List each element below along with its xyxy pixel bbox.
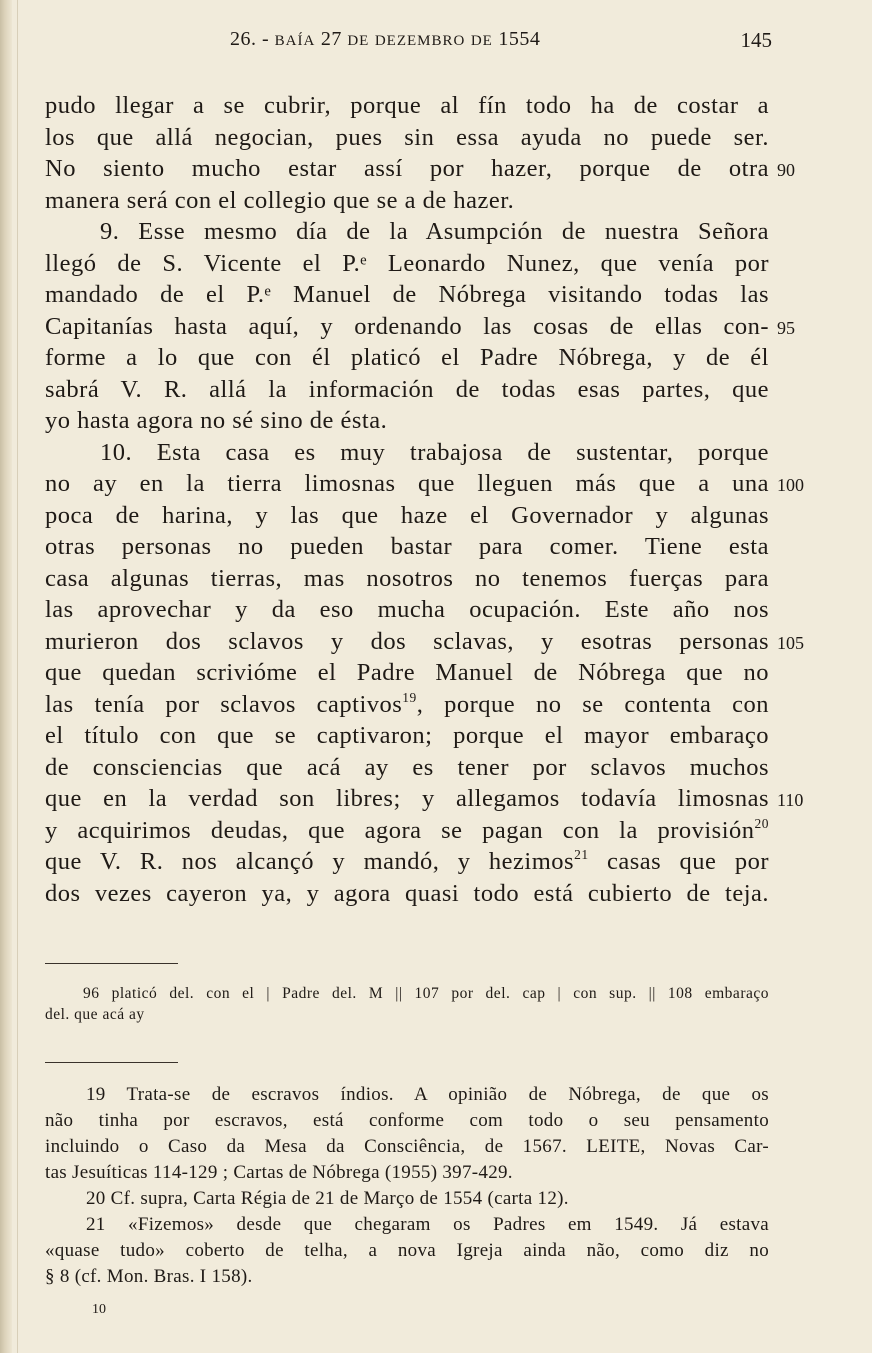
critical-apparatus-line: del. que acá ay <box>45 1006 145 1023</box>
text-line: sabrá V. R. allá la información de todas esas partes, que <box>45 375 769 403</box>
text-line: casa algunas tierras, mas nosotros no tenemos fuerças para <box>45 564 769 592</box>
apparatus-rule <box>45 963 178 964</box>
text-line: las tenía por sclavos captivos$^{19}$, porque no se contenta con <box>45 689 769 718</box>
text-line: y acquirimos deudas, que agora se pagan con la provisión$^{20}$ <box>45 815 769 844</box>
text-line: No siento mucho estar assí por hazer, porque de otra <box>45 155 769 182</box>
text-line: murieron dos sclavos y dos sclavas, y esotras personas <box>45 627 769 655</box>
footnote-reference: 21 <box>574 846 589 862</box>
text-line: el título con que se captivaron; porque el mayor embaraço <box>45 722 769 749</box>
footnote-line: incluindo o Caso da Mesa da Consciência, de 1567. LEITE, Novas Car- <box>45 1136 769 1157</box>
signature-mark: 10 <box>92 1302 106 1317</box>
text-line: otras personas no pueden bastar para comer. Tiene esta <box>45 533 769 560</box>
text-line: manera será con el collegio que se a de hazer. <box>45 186 515 214</box>
page-edge-line <box>17 0 18 1353</box>
text-line: mandado de el P.ᵉ Manuel de Nóbrega visitando todas las <box>45 281 769 308</box>
running-head <box>230 28 762 51</box>
line-number: 110 <box>777 790 804 810</box>
text-line: forme a lo que con él platicó el Padre Nóbrega, y de él <box>45 344 769 371</box>
text-line: poca de harina, y las que haze el Governador y algunas <box>45 501 769 529</box>
text-line: que quedan scrivióme el Padre Manuel de Nóbrega que no <box>45 659 769 686</box>
text-line: pudo llegar a se cubrir, porque al fín todo ha de costar a <box>45 92 769 119</box>
text-line: las aprovechar y da eso mucha ocupación. Este año nos <box>45 596 769 623</box>
text-line: 9. Esse mesmo día de la Asumpción de nuestra Señora <box>100 218 769 245</box>
header-de-1: DE <box>347 33 370 49</box>
header-day: 27 <box>320 28 342 50</box>
footnote-line: 20 Cf. supra, Carta Régia de 21 de Março de 1554 (carta 12). <box>86 1188 569 1209</box>
text-line: los que allá negocian, pues sin essa ayuda no puede ser. <box>45 123 769 151</box>
header-year: 1554 <box>498 28 541 50</box>
line-number: 100 <box>777 475 804 495</box>
footnote-line: «quase tudo» coberto de telha, a nova Igreja ainda não, como diz no <box>45 1240 769 1261</box>
header-place: BAÍA <box>274 33 316 49</box>
footnote-line: § 8 (cf. Mon. Bras. I 158). <box>45 1266 253 1287</box>
text-line: que en la verdad son libres; y allegamos todavía limosnas <box>45 785 769 812</box>
footnote-reference: 19 <box>402 689 417 705</box>
line-number: 105 <box>777 632 804 653</box>
footnote-line: não tinha por escravos, está conforme com todo o seu pensamento <box>45 1110 769 1131</box>
text-line: dos vezes cayeron ya, y agora quasi todo está cubierto de teja. <box>45 879 769 907</box>
footnote-line: 21 «Fizemos» desde que chegaram os Padres em 1549. Já estava <box>86 1214 769 1235</box>
text-line: de consciencias que acá ay es tener por sclavos muchos <box>45 753 769 781</box>
text-line: yo hasta agora no sé sino de ésta. <box>45 407 388 434</box>
footnote-rule <box>45 1062 178 1063</box>
header-de-2: DE <box>470 33 493 49</box>
line-number: 90 <box>777 160 795 180</box>
book-spine-shadow <box>0 0 12 1353</box>
text-line: Capitanías hasta aquí, y ordenando las cosas de ellas con- <box>45 312 769 340</box>
text-line: llegó de S. Vicente el P.ᵉ Leonardo Nunez, que venía por <box>45 249 769 277</box>
header-month: DEZEMBRO <box>374 33 466 49</box>
text-line: 10. Esta casa es muy trabajosa de sustentar, porque <box>100 438 769 466</box>
header-prefix: 26. - <box>230 28 270 50</box>
footnote-reference: 20 <box>754 815 769 831</box>
text-line: no ay en la tierra limosnas que lleguen más que a una <box>45 470 769 497</box>
page-number: 145 <box>740 28 772 52</box>
footnote-line: 19 Trata-se de escravos índios. A opinião de Nóbrega, de que os <box>86 1084 769 1105</box>
text-line: que V. R. nos alcançó y mandó, y hezimos$^{21}$ casas que por <box>45 846 769 875</box>
line-number: 95 <box>777 317 795 338</box>
critical-apparatus-line: 96 platicó del. con el | Padre del. M || 107 por del. cap | con sup. || 108 embaraço <box>83 985 769 1002</box>
footnote-line: tas Jesuíticas 114-129 ; Cartas de Nóbrega (1955) 397-429. <box>45 1162 513 1183</box>
